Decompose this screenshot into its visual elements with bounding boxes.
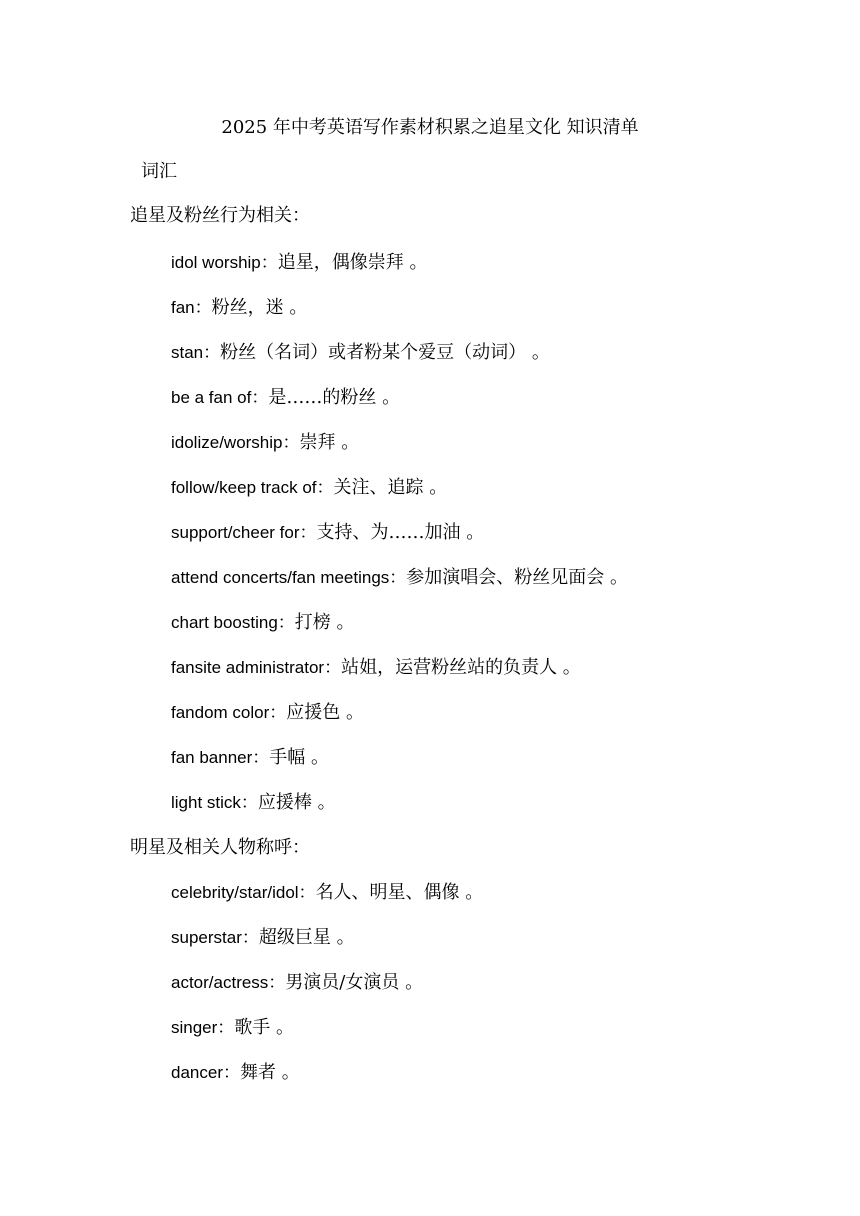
entry-term: stan： — [171, 343, 221, 362]
entry-definition: 站姐，运营粉丝站的负责人 。 — [341, 657, 581, 678]
entry-definition: 手幅 。 — [269, 747, 330, 768]
entry-definition: 男演员/女演员 。 — [285, 972, 424, 993]
vocab-entry — [171, 881, 483, 905]
entry-term: dancer： — [171, 1063, 240, 1082]
entry-term: light stick： — [171, 793, 258, 812]
vocab-entry — [171, 791, 336, 815]
entry-definition: 应援色 。 — [286, 702, 365, 723]
entry-definition: 参加演唱会、粉丝见面会 。 — [406, 567, 629, 588]
vocab-entry — [171, 566, 628, 590]
entry-term: support/cheer for： — [171, 523, 317, 542]
entry-term: idolize/worship： — [171, 433, 300, 452]
vocab-entry — [171, 611, 355, 635]
document-title: 2025 年中考英语写作素材积累之追星文化 知识清单 — [221, 117, 639, 138]
entry-definition: 应援棒 。 — [257, 792, 336, 813]
entry-term: superstar： — [171, 928, 259, 947]
section-heading-celebrity-titles: 明星及相关人物称呼： — [130, 837, 310, 858]
entry-term: attend concerts/fan meetings： — [171, 568, 407, 587]
entry-definition: 关注、追踪 。 — [333, 477, 448, 498]
vocab-entry — [171, 341, 550, 365]
entry-term: fandom color： — [171, 703, 287, 722]
entry-definition: 是……的粉丝 。 — [268, 387, 401, 408]
vocab-entry — [171, 746, 329, 770]
vocab-entry — [171, 386, 400, 410]
entry-term: singer： — [171, 1018, 235, 1037]
entry-definition: 名人、明星、偶像 。 — [315, 882, 484, 903]
vocab-entry — [171, 251, 428, 275]
entry-term: fansite administrator： — [171, 658, 342, 677]
vocab-entry — [171, 296, 307, 320]
entry-definition: 舞者 。 — [239, 1062, 300, 1083]
entry-definition: 崇拜 。 — [299, 432, 360, 453]
entry-term: fan banner： — [171, 748, 270, 767]
vocab-entry — [171, 656, 581, 680]
entry-term: celebrity/star/idol： — [171, 883, 316, 902]
vocab-entry — [171, 521, 484, 545]
vocab-entry — [171, 476, 447, 500]
entry-definition: 超级巨星 。 — [258, 927, 355, 948]
vocab-entry — [171, 926, 355, 950]
vocab-entry — [171, 971, 423, 995]
entry-term: chart boosting： — [171, 613, 295, 632]
entry-definition: 打榜 。 — [294, 612, 355, 633]
entry-term: follow/keep track of： — [171, 478, 334, 497]
entry-definition: 粉丝，迷 。 — [211, 297, 308, 318]
vocab-entry — [171, 1016, 294, 1040]
vocab-entry — [171, 431, 359, 455]
section-heading-fan-behavior: 追星及粉丝行为相关： — [130, 205, 310, 226]
entry-term: fan： — [171, 298, 212, 317]
entry-definition: 追星，偶像崇拜 。 — [277, 252, 428, 273]
entry-term: idol worship： — [171, 253, 278, 272]
vocab-entry — [171, 1061, 300, 1085]
entry-term: be a fan of： — [171, 388, 269, 407]
entry-term: actor/actress： — [171, 973, 286, 992]
vocab-heading: 词汇 — [141, 161, 177, 182]
entry-definition: 歌手 。 — [234, 1017, 295, 1038]
entry-definition: 粉丝（名词）或者粉某个爱豆（动词） 。 — [220, 342, 550, 363]
vocab-entry — [171, 701, 364, 725]
entry-definition: 支持、为……加油 。 — [316, 522, 485, 543]
